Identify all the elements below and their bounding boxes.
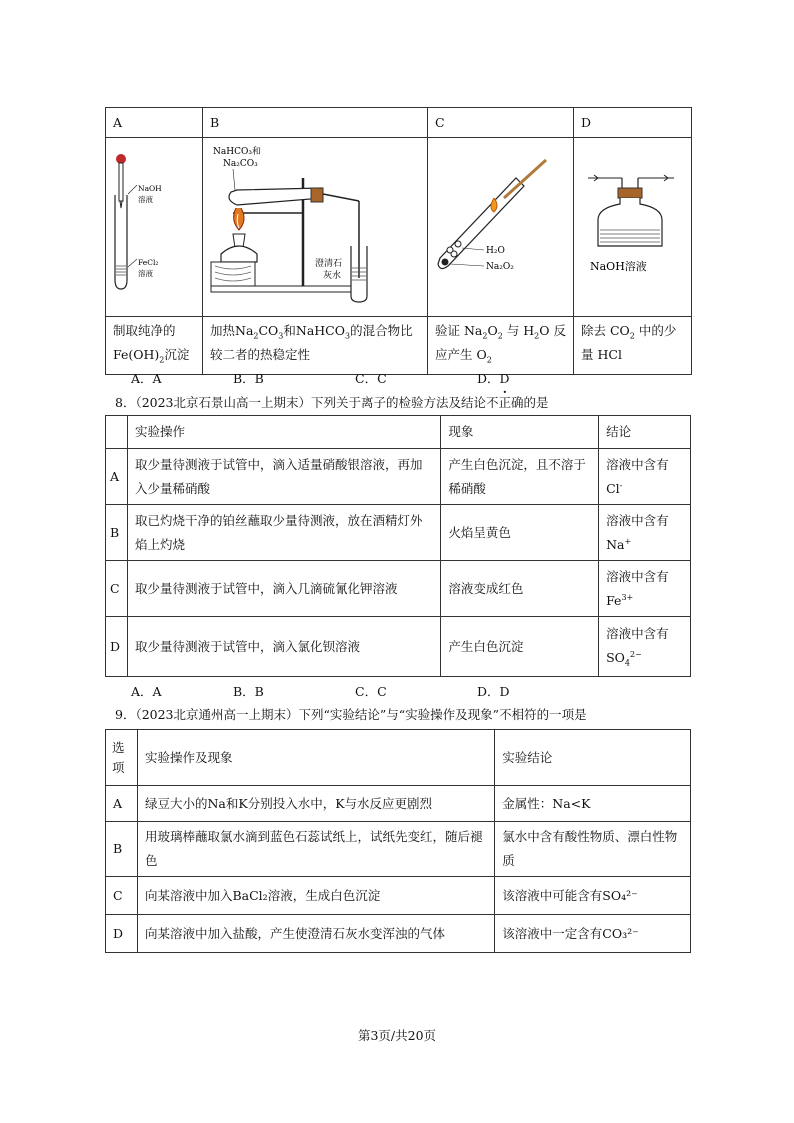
desc-b-s5: 3 bbox=[345, 331, 351, 341]
b-label-na2co3: Na₂CO₃ bbox=[223, 159, 258, 169]
q8-row-a-conclusion-text: 溶液中含有 Cl bbox=[606, 456, 669, 496]
q9-row-b-operation: 用玻璃棒蘸取氯水滴到蓝色石蕊试纸上，试纸先变红，随后褪色 bbox=[137, 822, 494, 877]
page-footer: 第3页/共20页 bbox=[357, 1028, 437, 1043]
c-label-na2o2: Na₂O₂ bbox=[486, 262, 514, 272]
q9-row-d-operation: 向某溶液中加入盐酸，产生使澄清石灰水变浑浊的气体 bbox=[137, 915, 494, 953]
b-label-limewater1: 澄清石 bbox=[315, 259, 343, 269]
desc-a-part1: 制取纯净的 bbox=[113, 322, 176, 338]
table-row bbox=[106, 561, 691, 617]
desc-c-p6: O 反应产生 O bbox=[435, 322, 566, 363]
q7-options bbox=[131, 369, 631, 385]
q8-title-pre: 8．（2023北京石景山高一上期末）下列关于离子的检验方法及结论 bbox=[115, 395, 487, 410]
q8-option-d[interactable]: D．D bbox=[477, 684, 510, 699]
table-row bbox=[106, 617, 691, 677]
q7-figure-a bbox=[106, 138, 203, 317]
desc-b-p6: 的混合物比较二者的热稳定性 bbox=[210, 322, 413, 363]
q7-desc-b bbox=[203, 316, 428, 374]
table-row bbox=[106, 786, 691, 822]
q8-row-d-operation: 取少量待测液于试管中，滴入氯化钡溶液 bbox=[127, 617, 440, 677]
q8-table bbox=[105, 415, 691, 677]
q7-option-d[interactable]: D．D bbox=[477, 371, 510, 386]
q8-row-b-phenomenon: 火焰呈黄色 bbox=[441, 505, 599, 561]
q8-row-b-conclusion-text: 溶液中含有 Na bbox=[606, 512, 669, 552]
wash-bottle-figure bbox=[574, 138, 691, 308]
desc-d-s1: 2 bbox=[629, 331, 635, 341]
q9-row-b-option: B bbox=[106, 822, 138, 877]
q9-header-conclusion: 实验结论 bbox=[495, 730, 691, 786]
b-label-nahco3: NaHCO₃和 bbox=[213, 147, 261, 157]
q7-desc-a bbox=[106, 316, 203, 374]
a-label-naoh-solution: 溶液 bbox=[138, 195, 153, 204]
q7-option-a[interactable]: A．A bbox=[131, 371, 162, 386]
q8-options bbox=[131, 682, 631, 698]
desc-c-s1: 2 bbox=[482, 331, 488, 341]
q9-row-a-conclusion: 金属性：Na<K bbox=[495, 786, 691, 822]
q8-row-a-ion-charge: - bbox=[619, 480, 623, 490]
desc-c-p4: 与 H bbox=[502, 322, 535, 338]
a-label-naoh: NaOH bbox=[138, 184, 162, 193]
heating-apparatus-figure bbox=[203, 138, 427, 308]
desc-a-sub: 2 bbox=[159, 355, 165, 364]
q9-row-a-operation: 绿豆大小的Na和K分别投入水中，K与水反应更剧烈 bbox=[137, 786, 494, 822]
q8-row-a-conclusion bbox=[599, 449, 691, 505]
desc-b-s3: 3 bbox=[278, 331, 284, 341]
dropper-tube-figure bbox=[106, 138, 202, 308]
q7-option-c[interactable]: C．C bbox=[355, 371, 387, 386]
table-row bbox=[106, 449, 691, 505]
q8-title-post: 的是 bbox=[523, 395, 549, 410]
q9-row-a-option: A bbox=[106, 786, 138, 822]
desc-d-p2: 中的少量 HCl bbox=[581, 322, 677, 363]
q9-header-operation: 实验操作及现象 bbox=[137, 730, 494, 786]
q9-row-c-option: C bbox=[106, 877, 138, 915]
q8-title bbox=[115, 393, 549, 411]
q8-header-operation: 实验操作 bbox=[127, 416, 440, 449]
q8-row-d-sub4: 4 bbox=[624, 658, 630, 668]
q8-header-phenomenon: 现象 bbox=[441, 416, 599, 449]
q8-row-d-conclusion-text: 溶液中含有 SO bbox=[606, 626, 669, 666]
table-row bbox=[106, 877, 691, 915]
q7-figure-c bbox=[428, 138, 574, 317]
q8-option-a[interactable]: A．A bbox=[131, 684, 162, 699]
desc-d-p0: 除去 CO bbox=[581, 322, 630, 338]
q9-row-c-operation: 向某溶液中加入BaCl₂溶液，生成白色沉淀 bbox=[137, 877, 494, 915]
q8-option-c[interactable]: C．C bbox=[355, 684, 387, 699]
q8-row-b-operation: 取已灼烧干净的铂丝蘸取少量待测液，放在酒精灯外焰上灼烧 bbox=[127, 505, 440, 561]
q8-row-a-option: A bbox=[106, 449, 128, 505]
q8-row-b-option: B bbox=[106, 505, 128, 561]
q7-header-a: A bbox=[106, 108, 203, 138]
q8-row-c-conclusion bbox=[599, 561, 691, 617]
a-label-fecl2: FeCl₂ bbox=[138, 258, 159, 267]
q7-figure-d bbox=[574, 138, 692, 317]
q8-option-b[interactable]: B．B bbox=[233, 684, 264, 699]
table-row bbox=[106, 822, 691, 877]
q7-desc-c bbox=[428, 316, 574, 374]
desc-c-s7: 2 bbox=[486, 355, 492, 365]
q8-row-c-phenomenon: 溶液变成红色 bbox=[441, 561, 599, 617]
q7-desc-d bbox=[574, 316, 692, 374]
desc-b-s1: 2 bbox=[253, 331, 259, 341]
a-label-fecl2-solution: 溶液 bbox=[138, 269, 153, 278]
desc-c-p0: 验证 Na bbox=[435, 322, 483, 338]
b-label-limewater2: 灰水 bbox=[323, 271, 342, 281]
q8-row-c-option: C bbox=[106, 561, 128, 617]
q8-row-a-phenomenon: 产生白色沉淀，且不溶于稀硝酸 bbox=[441, 449, 599, 505]
q9-row-d-conclusion: 该溶液中一定含有CO₃²⁻ bbox=[495, 915, 691, 953]
q8-row-d-option: D bbox=[106, 617, 128, 677]
q9-row-b-conclusion: 氯水中含有酸性物质、漂白性物质 bbox=[495, 822, 691, 877]
q8-row-d-phenomenon: 产生白色沉淀 bbox=[441, 617, 599, 677]
desc-b-p2: CO bbox=[258, 322, 279, 338]
table-row bbox=[106, 915, 691, 953]
q8-title-emphasis: 不正确 bbox=[486, 395, 524, 410]
q8-header-option bbox=[106, 416, 128, 449]
desc-c-s3: 2 bbox=[497, 331, 503, 341]
q8-row-d-conclusion bbox=[599, 617, 691, 677]
desc-c-p2: O bbox=[487, 322, 498, 338]
desc-a-part3: 沉淀 bbox=[164, 346, 190, 362]
desc-c-s5: 2 bbox=[534, 331, 540, 341]
tilted-tube-figure bbox=[428, 138, 573, 308]
q9-header-option: 选项 bbox=[106, 730, 138, 786]
q7-header-b: B bbox=[203, 108, 428, 138]
q9-row-c-conclusion: 该溶液中可能含有SO₄²⁻ bbox=[495, 877, 691, 915]
desc-b-p0: 加热Na bbox=[210, 322, 254, 338]
desc-a-part2: Fe(OH) bbox=[113, 346, 160, 362]
q8-row-a-operation: 取少量待测液于试管中，滴入适量硝酸银溶液，再加入少量稀硝酸 bbox=[127, 449, 440, 505]
q9-table bbox=[105, 729, 691, 953]
q8-row-b-conclusion bbox=[599, 505, 691, 561]
c-label-water: H₂O bbox=[486, 246, 505, 256]
q8-row-c-conclusion-text: 溶液中含有 Fe bbox=[606, 568, 669, 608]
q9-row-d-option: D bbox=[106, 915, 138, 953]
q8-header-conclusion: 结论 bbox=[599, 416, 691, 449]
q8-row-c-ion-charge: 3+ bbox=[621, 592, 634, 602]
q9-title: 9．（2023北京通州高一上期末）下列“实验结论”与“实验操作及现象”不相符的一项是 bbox=[115, 707, 587, 722]
d-label-naoh: NaOH溶液 bbox=[590, 260, 647, 273]
table-row bbox=[106, 505, 691, 561]
q7-header-d: D bbox=[574, 108, 692, 138]
q7-option-b[interactable]: B．B bbox=[233, 371, 264, 386]
q8-row-b-ion-charge: + bbox=[624, 536, 632, 546]
desc-b-p4: 和NaHCO bbox=[283, 322, 345, 338]
q8-row-d-ion-charge: 2− bbox=[629, 649, 642, 659]
q7-header-c: C bbox=[428, 108, 574, 138]
q7-table bbox=[105, 107, 692, 375]
q7-figure-b bbox=[203, 138, 428, 317]
q8-row-c-operation: 取少量待测液于试管中，滴入几滴硫氰化钾溶液 bbox=[127, 561, 440, 617]
